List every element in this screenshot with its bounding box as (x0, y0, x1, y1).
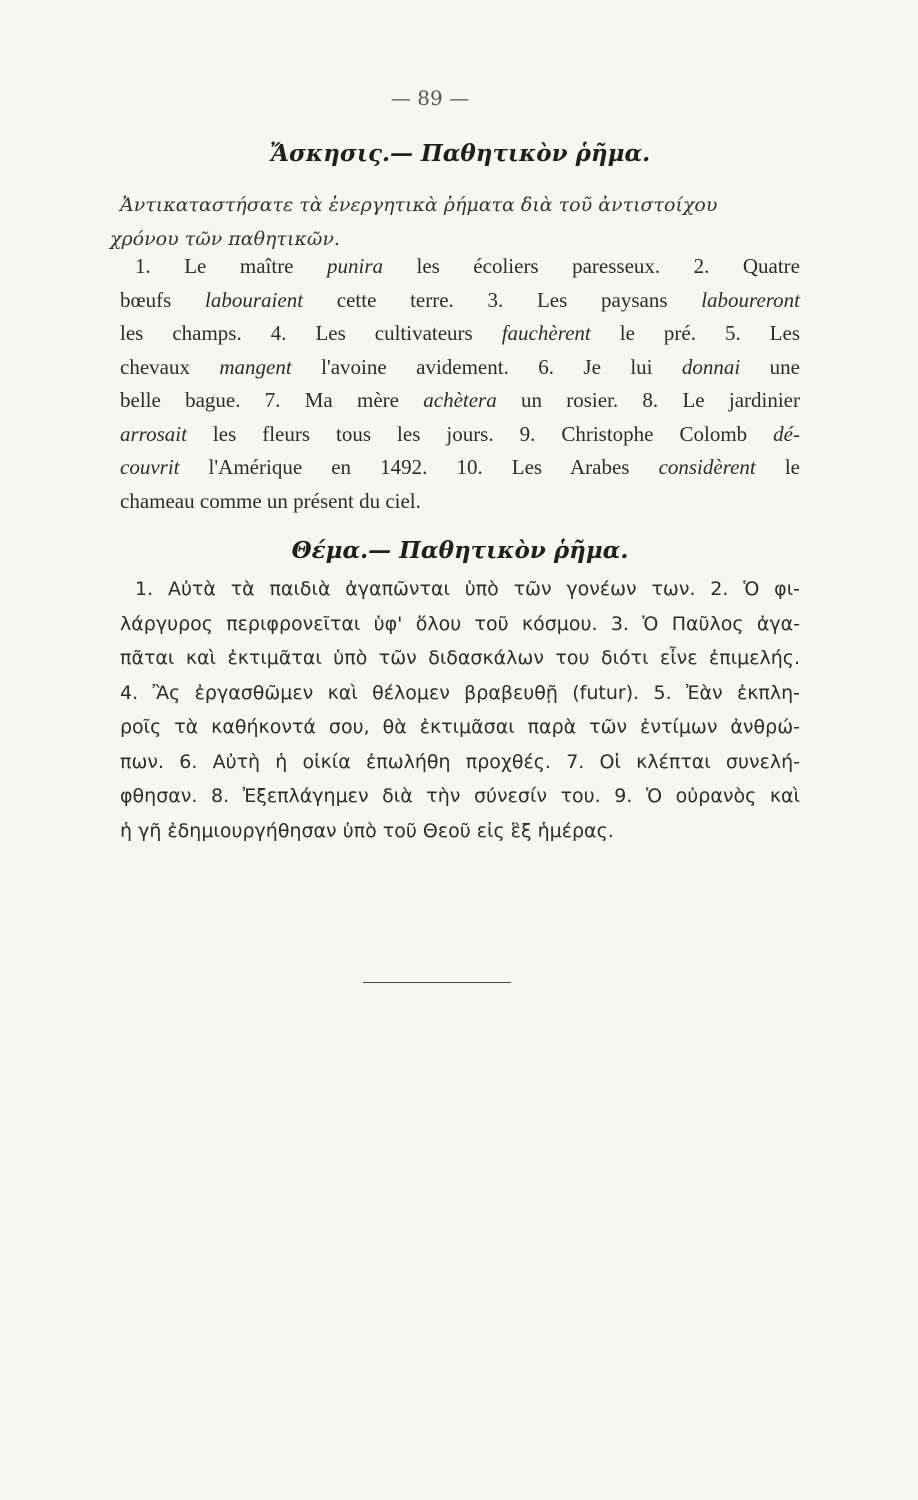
verb-italic: dé- (773, 421, 800, 446)
verb-italic: labouraient (205, 287, 304, 312)
text-segment: les fleurs tous les jours. 9. Christophe Colomb (186, 421, 774, 446)
greek-line: λάργυρος περιφρονεῖται ὑφ' ὅλου τοῦ κόσμου. 3. Ὁ Παῦλος ἀγα- (120, 612, 800, 635)
greek-line: ροῖς τὰ καθήκοντά σου, θὰ ἐκτιμᾶσαι παρὰ τῶν ἐντίμων ἀνθρώ- (120, 716, 800, 738)
french-line (120, 485, 800, 519)
text-segment: l'Amérique en 1492. 10. Les Arabes (179, 455, 659, 479)
verb-italic: considèrent (658, 455, 756, 479)
greek-line: φθησαν. 8. Ἐξεπλάγημεν διὰ τὴν σύνεσίν του. 9. Ὁ οὐρανὸς καὶ (120, 785, 800, 807)
instruction-line-1: Ἀντικαταστήσατε τὰ ἐνεργητικὰ ῥήματα διὰ τοῦ ἀντιστοίχου (120, 194, 718, 216)
french-exercise-text (120, 250, 800, 518)
page-number: — 89 — (390, 86, 470, 110)
greek-line: πᾶται καὶ ἐκτιμᾶται ὑπὸ τῶν διδασκάλων του διότι εἶνε ἐπιμελής. (120, 647, 800, 669)
french-line (120, 418, 800, 452)
verb-italic: donnai (681, 354, 741, 379)
french-line (120, 284, 800, 318)
text-segment: chevaux (120, 354, 220, 379)
greek-line: ἡ γῆ ἐδημιουργήθησαν ὑπὸ τοῦ Θεοῦ εἰς ἓξ ἡμέρας. (120, 819, 614, 842)
verb-italic: achètera (423, 388, 497, 412)
greek-line: 1. Αὐτὰ τὰ παιδιὰ ἀγαπῶνται ὑπὸ τῶν γονέων των. 2. Ὁ φι- (135, 578, 800, 600)
text-segment: les écoliers paresseux. 2. Quatre (383, 254, 800, 278)
instruction-line-2: χρόνου τῶν παθητικῶν. (110, 228, 340, 250)
text-segment: une (740, 354, 800, 379)
verb-italic: punira (327, 254, 384, 278)
verb-italic: couvrit (120, 455, 180, 479)
text-segment: cette terre. 3. Les paysans (303, 287, 702, 312)
theme-heading: Θέμα.— Παθητικὸν ῥῆμα. (291, 537, 629, 564)
french-line (120, 451, 800, 485)
text-segment: les champs. 4. Les cultivateurs (120, 321, 502, 345)
french-line (120, 250, 800, 284)
text-segment: 1. Le maître (135, 254, 327, 278)
text-segment: belle bague. 7. Ma mère (120, 388, 424, 412)
verb-italic: mangent (219, 354, 292, 379)
section-divider (363, 982, 511, 983)
french-line (120, 317, 800, 351)
text-segment: chameau comme un présent du ciel. (120, 488, 421, 513)
verb-italic: laboureront (701, 287, 800, 312)
exercise-instruction (110, 188, 800, 256)
greek-line: 4. Ἂς ἐργασθῶμεν καὶ θέλομεν βραβευθῇ (futur). 5. Ἐὰν ἐκπλη- (120, 681, 800, 704)
text-segment: bœufs (120, 287, 206, 312)
greek-theme-text (120, 572, 800, 848)
french-line (120, 384, 800, 418)
exercise-heading: Ἄσκησις.— Παθητικὸν ῥῆμα. (269, 140, 651, 167)
text-segment: un rosier. 8. Le jardinier (496, 388, 800, 412)
text-segment: l'avoine avidement. 6. Je lui (291, 354, 682, 379)
text-segment: le pré. 5. Les (590, 321, 800, 345)
verb-italic: arrosait (120, 421, 187, 446)
verb-italic: fauchèrent (501, 321, 591, 345)
french-line (120, 351, 800, 385)
greek-line: πων. 6. Αὐτὴ ἡ οἰκία ἐπωλήθη προχθές. 7. Οἱ κλέπται συνελή- (120, 750, 800, 773)
text-segment: le (755, 455, 800, 479)
